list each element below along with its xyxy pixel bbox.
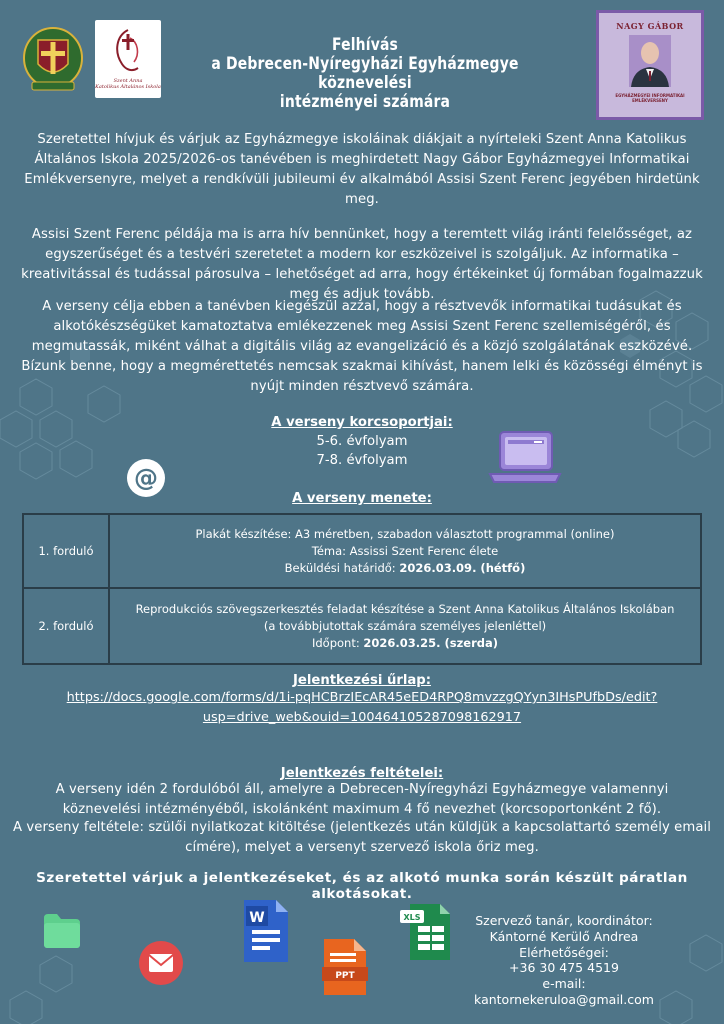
category-item-2: 7-8. évfolyam <box>316 453 408 468</box>
portrait-caption-line-1: EGYHÁZMEGYEI INFORMATIKAI <box>615 93 685 98</box>
folder-icon <box>42 912 82 950</box>
intro-paragraph-3: A verseny célja ebben a tanévben kiegészül azzal, hogy a résztvevők informatikai tudásukat és alkotókészségüket kamatoztatva emlékezzenek meg Assisi Szent Ferenc szellemiségéről, és megmutassák, miként válhat a digitális világ az evangelizáció és a közjó szolgálatának eszközévé. Bízunk benne, hogy a megmérettetés nemcsak szakmai kihívást, hanem lelki és közösségi élményt is nyújt minden résztvevő számára. <box>21 299 703 394</box>
school-logo-subname: Katolikus Általános Iskola <box>95 84 161 90</box>
registration-url-line-2[interactable]: usp=drive_web&ouid=100464105287098162917 <box>202 710 522 725</box>
contact-phone[interactable]: +36 30 475 4519 <box>509 960 619 976</box>
round-label: 1. forduló <box>23 514 109 588</box>
round-desc-line: Téma: Assissi Szent Ferenc élete <box>311 543 499 558</box>
contact-reach-label: Elérhetőségei: <box>519 944 609 960</box>
ppt-label: PPT <box>335 971 355 981</box>
excel-spreadsheet-icon <box>400 904 452 960</box>
portrait-caption-line-2: EMLÉKVERSENY <box>632 98 668 103</box>
rounds-title: A verseny menete: <box>292 491 432 506</box>
deadline-value: 2026.03.09. (hétfő) <box>399 560 526 575</box>
round-deadline <box>111 560 699 577</box>
round-deadline <box>111 635 699 652</box>
diocese-crest-logo <box>22 24 84 96</box>
deadline-label: Beküldési határidő: <box>284 560 400 575</box>
registration-form-link[interactable] <box>0 688 724 728</box>
powerpoint-icon <box>322 939 368 995</box>
school-logo-emblem-icon <box>108 26 148 76</box>
laptop-icon <box>486 428 564 488</box>
conditions-title: Jelentkezés feltételei: <box>280 766 444 781</box>
word-document-icon <box>242 900 290 962</box>
school-logo-name: Szent Anna <box>113 78 143 84</box>
portrait-name: NAGY GÁBOR <box>616 21 684 31</box>
intro-paragraph-1: Szeretettel hívjuk és várjuk az Egyházmegye iskoláinak diákjait a nyírteleki Szent Anna Katolikus Általános Iskola 2025/2026-os tanévében is meghirdetett Nagy Gábor Egyházmegyei Informatikai Emlékversenyre, melyet a rendkívüli jubileumi év alkalmából Assisi Szent Ferenc jegyében hirdetünk meg. <box>24 132 700 207</box>
title-line-3: intézményei számára <box>279 92 451 112</box>
title-line-2: a Debrecen-Nyíregyházi Egyházmegye köznevelési <box>211 54 519 93</box>
word-letter: W <box>249 910 265 926</box>
deadline-label: Időpont: <box>311 635 364 650</box>
category-item-1: 5-6. évfolyam <box>316 434 408 449</box>
table-row <box>23 588 701 664</box>
xls-label: XLS <box>403 913 421 922</box>
contact-name: Kántorné Kerülő Andrea <box>489 928 639 944</box>
mail-icon <box>138 940 184 986</box>
round-description <box>109 588 701 664</box>
registration-url-line-1[interactable]: https://docs.google.com/forms/d/1i-pqHCBrzIEcAR45eED4RPQ8mvzzgQYyn3IHsPUfbDs/edit? <box>66 690 658 705</box>
contact-email[interactable]: kantornekeruloa@gmail.com <box>474 991 654 1007</box>
round-description <box>109 514 701 588</box>
round-desc-line: Plakát készítése: A3 méretben, szabadon választott programmal (online) <box>195 526 615 541</box>
title-line-1: Felhívás <box>331 35 398 55</box>
round-desc-line: (a továbbjutottak számára személyes jelenléttel) <box>263 618 547 633</box>
closing-message: Szeretettel várjuk a jelentkezéseket, és az alkotó munka során készült páratlan alkotásokat. <box>36 870 688 902</box>
at-sign-glyph: @ <box>134 464 158 492</box>
contact-email-label: e-mail: <box>542 976 586 992</box>
contact-role: Szervező tanár, koordinátor: <box>475 913 653 928</box>
round-label: 2. forduló <box>23 588 109 664</box>
deadline-value: 2026.03.25. (szerda) <box>363 635 499 650</box>
round-desc-line: Reprodukciós szövegszerkesztés feladat készítése a Szent Anna Katolikus Általános Iskolában <box>135 601 675 616</box>
conditions-paragraph-2: A verseny feltétele: szülői nyilatkozat kitöltése (jelentkezés után küldjük a kapcsolattartó személy email címére), melyet a versenyt szervező iskola őriz meg. <box>12 820 712 855</box>
page-title <box>201 36 529 112</box>
categories-title: A verseny korcsoportjai: <box>271 415 453 430</box>
portrait-photo <box>629 35 671 87</box>
contact-block <box>470 913 658 1008</box>
conditions-paragraph-1: A verseny idén 2 fordulóból áll, amelyre a Debrecen-Nyíregyházi Egyházmegye valamennyi köznevelési intézményéből, iskolánként maximum 4 fő nevezhet (korcsoportonként 2 fő). <box>55 782 669 817</box>
memorial-portrait <box>596 10 704 120</box>
registration-title: Jelentkezési űrlap: <box>293 673 431 688</box>
intro-paragraph-2: Assisi Szent Ferenc példája ma is arra hív bennünket, hogy a teremtett világ iránti felelősséget, az egyszerűséget és a testvéri szeretetet a modern kor eszközeivel is szolgáljuk. Az informatika – kreativitással és tudással párosulva – lehetőséget ad arra, hogy értékeinket új formában fogalmazzuk meg és adjuk tovább. <box>21 227 703 302</box>
school-logo <box>95 20 161 98</box>
table-row <box>23 514 701 588</box>
rounds-table <box>22 513 702 665</box>
